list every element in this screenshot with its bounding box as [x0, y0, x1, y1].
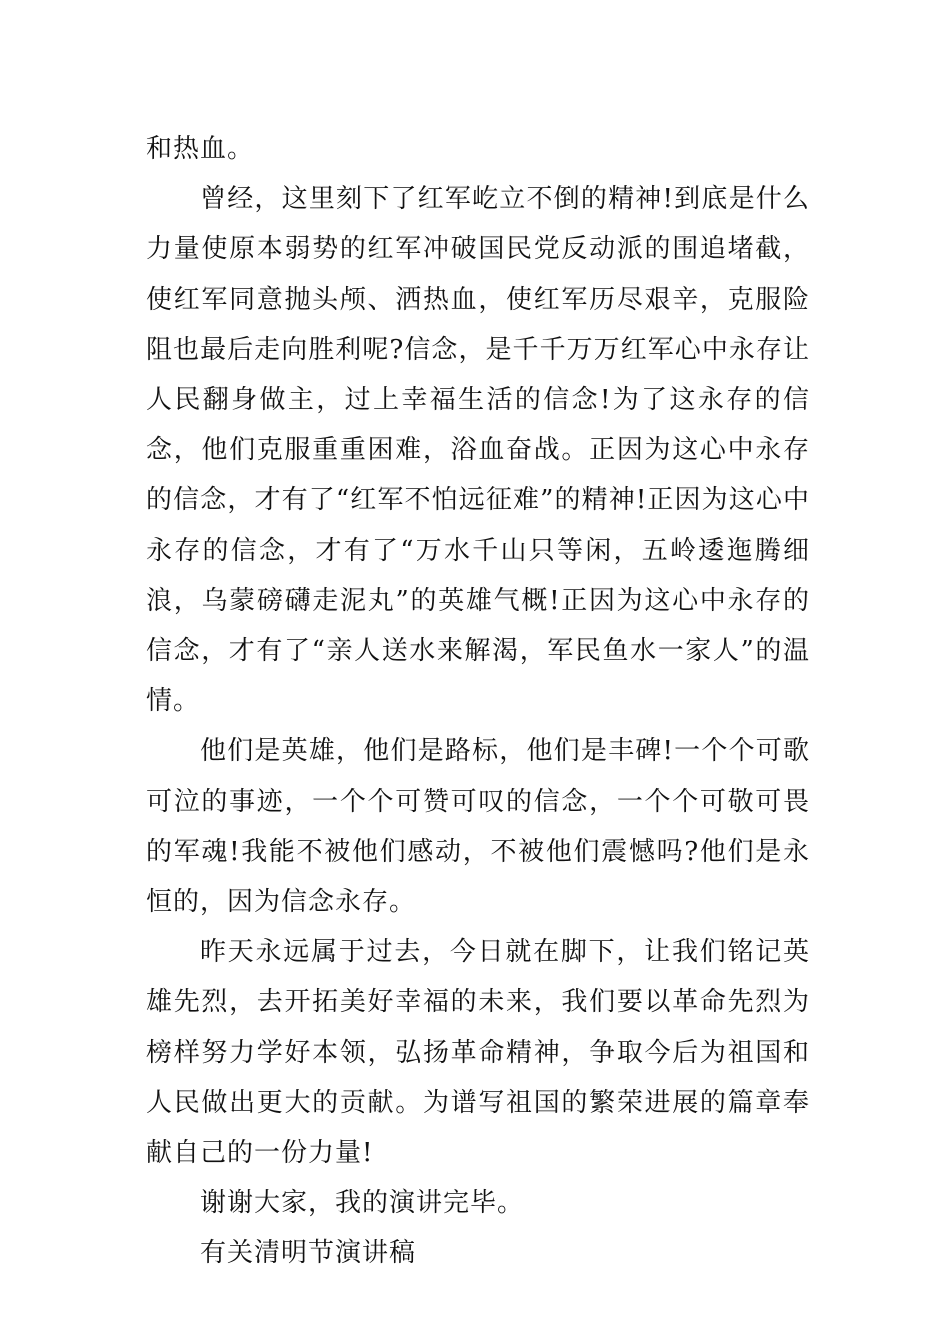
paragraph-thanks: 谢谢大家，我的演讲完毕。 [200, 1188, 525, 1219]
paragraph-future: 昨天永远属于过去，今日就在脚下，让我们铭记英雄先烈，去开拓美好幸福的未来，我们要以革命先烈为榜样努力学好本领，弘扬革命精神，争取今后为祖国和人民做出更大的贡献。为谱写祖国的繁荣进展的篇章奉献自己的一份力量! [146, 937, 810, 1169]
paragraph-next-title: 有关清明节演讲稿 [200, 1238, 417, 1269]
paragraph-red-army-spirit: 曾经，这里刻下了红军屹立不倒的精神!到底是什么力量使原本弱势的红军冲破国民党反动派的围追堵截，使红军同意抛头颅、洒热血，使红军历尽艰辛，克服险阻也最后走向胜利呢?信念，是千千万万红军心中永存让人民翻身做主，过上幸福生活的信念!为了这永存的信念，他们克服重重困难，浴血奋战。正因为这心中永存的信念，才有了“红军不怕远征难”的精神!正因为这心中永存的信念，才有了“万水千山只等闲，五岭逶迤腾细浪，乌蒙磅礴走泥丸”的英雄气概!正因为这心中永存的信念，才有了“亲人送水来解渴，军民鱼水一家人”的温情。 [146, 184, 810, 717]
paragraph-heroes: 他们是英雄，他们是路标，他们是丰碑!一个个可歌可泣的事迹，一个个可赞可叹的信念，一个个可敬可畏的军魂!我能不被他们感动，不被他们震憾吗?他们是永恒的，因为信念永存。 [146, 736, 810, 918]
paragraph-continuation: 和热血。 [146, 134, 255, 164]
document-body [146, 124, 810, 1279]
